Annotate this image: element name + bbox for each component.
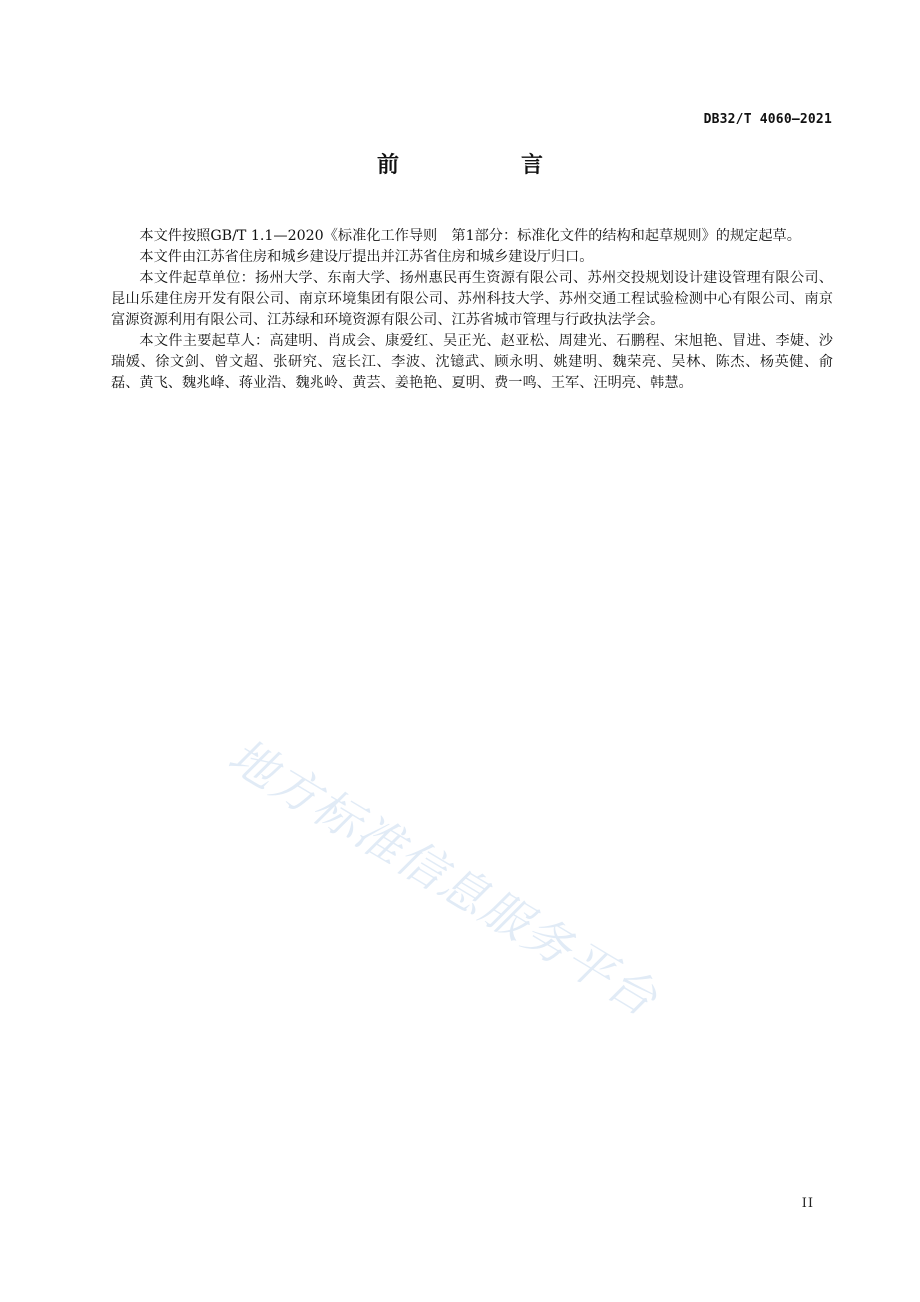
- document-body: [111, 226, 833, 394]
- paragraph-drafting-rules: 本文件按照GB/T 1.1—2020《标准化工作导则 第1部分：标准化文件的结构和起草规则》的规定起草。: [139, 228, 801, 244]
- page-number: II: [801, 1196, 814, 1211]
- paragraph-drafting-units: 本文件起草单位：扬州大学、东南大学、扬州惠民再生资源有限公司、苏州交投规划设计建设管理有限公司、昆山乐建住房开发有限公司、南京环境集团有限公司、苏州科技大学、苏州交通工程试验检测中心有限公司、南京富源资源利用有限公司、江苏绿和环境资源有限公司、江苏省城市管理与行政执法学会。: [111, 270, 833, 328]
- paragraph-drafters: 本文件主要起草人：高建明、肖成会、康爱红、吴正光、赵亚松、周建光、石鹏程、宋旭艳、冒进、李婕、沙瑞媛、徐文剑、曾文超、张研究、寇长江、李波、沈镱武、顾永明、姚建明、魏荣亮、吴林、陈杰、杨英健、俞磊、黄飞、魏兆峰、蒋业浩、魏兆岭、黄芸、姜艳艳、夏明、费一鸣、王军、汪明亮、韩慧。: [111, 333, 833, 391]
- paragraph-proposer: 本文件由江苏省住房和城乡建设厅提出并江苏省住房和城乡建设厅归口。: [139, 249, 594, 265]
- standard-code: DB32/T 4060—2021: [703, 112, 832, 127]
- page-title: 前 言: [376, 153, 593, 178]
- watermark: 地方标准信息服务平台: [218, 728, 668, 1028]
